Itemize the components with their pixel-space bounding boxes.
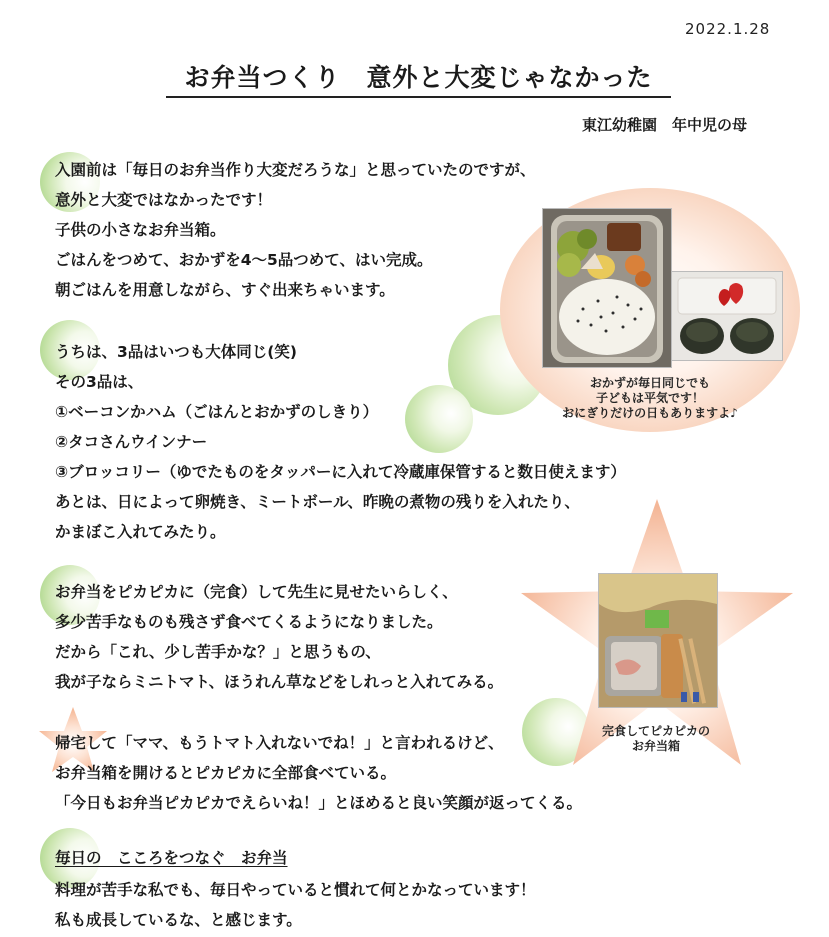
body-line: ごはんをつめて、おかずを4～5品つめて、はい完成。 [55, 251, 433, 269]
photo-caption-lunchbox: 完食してピカピカの お弁当箱 [601, 724, 710, 753]
body-line: その3品は、 [55, 373, 144, 391]
body-line: お弁当箱を開けるとピカピカに全部食べている。 [55, 764, 397, 782]
body-line: うちは、3品はいつも大体同じ(笑) [55, 343, 297, 361]
empty-lunchbox-photo [598, 573, 718, 708]
body-line: 子供の小さなお弁当箱。 [55, 221, 226, 239]
body-line: お弁当をピカピカに（完食）して先生に見せたいらしく、 [55, 583, 458, 601]
body-line: 意外と大変ではなかったです！ [55, 191, 273, 209]
onigiri-photo [671, 271, 783, 361]
body-line: かまぼこ入れてみたり。 [55, 523, 226, 541]
bento-photo [542, 208, 672, 368]
green-bubble-decoration [405, 385, 473, 453]
section-subheading: 毎日の こころをつなぐ お弁当 [55, 849, 288, 867]
body-line: 多少苦手なものも残さず食べてくるようになりました。 [55, 613, 443, 631]
body-line: 料理が苦手な私でも、毎日やっていると慣れて何とかなっています！ [55, 881, 536, 899]
date: 2022.1.28 [685, 20, 771, 38]
photo-caption-bento: おかずが毎日同じでも 子どもは平気です！ おにぎりだけの日もありますよ♪ [562, 376, 738, 420]
body-line: 帰宅して「ママ、もうトマト入れないでね！」と言われるけど、 [55, 734, 504, 752]
body-line: 「今日もお弁当ピカピカでえらいね！」とほめると良い笑顔が返ってくる。 [55, 794, 583, 812]
page-title: お弁当つくり 意外と大変じゃなかった [166, 58, 671, 98]
body-line: ②タコさんウインナー [55, 433, 208, 451]
body-line: ①ベーコンかハム（ごはんとおかずのしきり） [55, 403, 379, 421]
body-line: ③ブロッコリー（ゆでたものをタッパーに入れて冷蔵庫保管すると数日使えます） [55, 463, 626, 481]
body-line: 朝ごはんを用意しながら、すぐ出来ちゃいます。 [55, 281, 395, 299]
body-line: 入園前は「毎日のお弁当作り大変だろうな」と思っていたのですが、 [55, 161, 536, 179]
body-line: 我が子ならミニトマト、ほうれん草などをしれっと入れてみる。 [55, 673, 504, 691]
body-line: あとは、日によって卵焼き、ミートボール、昨晩の煮物の残りを入れたり、 [55, 493, 580, 511]
body-line: 私も成長しているな、と感じます。 [55, 911, 302, 929]
body-line: だから「これ、少し苦手かな？」と思うもの、 [55, 643, 381, 661]
author: 東江幼稚園 年中児の母 [582, 116, 748, 134]
